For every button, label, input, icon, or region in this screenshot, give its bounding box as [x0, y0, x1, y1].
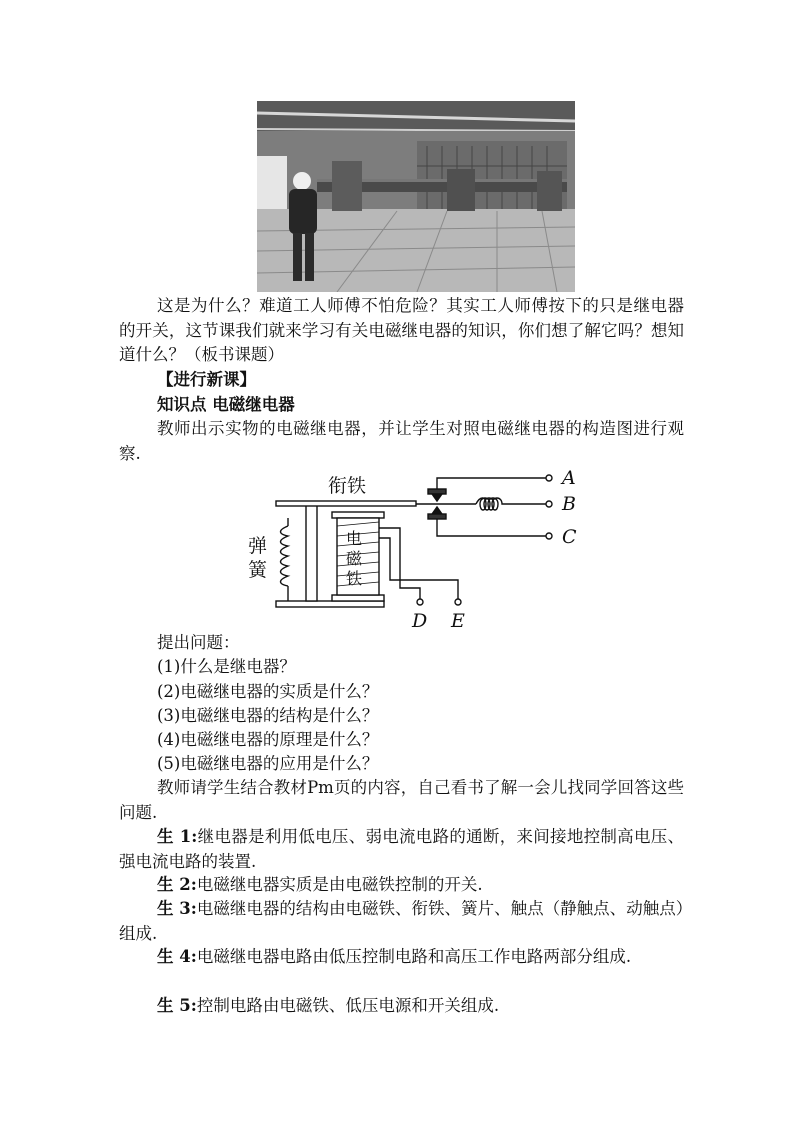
magnet-bottom-plate — [332, 595, 384, 601]
lead-e — [379, 538, 458, 599]
relay-post — [306, 504, 317, 601]
label-d: D — [412, 610, 428, 632]
student-2-answer — [119, 873, 684, 898]
static-contact-bottom — [428, 514, 446, 519]
relay-diagram — [240, 468, 590, 633]
lesson-photo — [257, 101, 575, 292]
coil-b — [476, 498, 546, 510]
terminal-b — [546, 501, 552, 507]
magnet-top-plate — [332, 512, 384, 518]
terminal-a — [546, 475, 552, 481]
label-b: B — [562, 493, 576, 515]
wire-c — [437, 519, 546, 536]
spring-coil — [281, 526, 289, 586]
label-armature: 衔铁 — [328, 475, 367, 497]
student-3-label: 生 3: — [157, 899, 197, 918]
label-a: A — [562, 468, 576, 489]
section-heading: 【进行新课】 — [157, 370, 256, 389]
teacher-show-paragraph: 教师出示实物的电磁继电器，并让学生对照电磁继电器的构造图进行观察. — [119, 419, 684, 463]
question-1: (1)什么是继电器？ — [157, 657, 296, 676]
ask-label: 提出问题： — [157, 633, 240, 652]
teacher-read-paragraph: 教师请学生结合教材Pm页的内容，自己看书了解一会儿找同学回答这些问题. — [119, 778, 684, 822]
question-3: (3)电磁继电器的结构是什么？ — [157, 706, 379, 725]
label-c: C — [562, 526, 577, 548]
terminal-e — [455, 599, 461, 605]
student-1-text: 继电器是利用低电压、弱电流电路的通断，来间接地控制高电压、强电流电路的装置. — [119, 827, 685, 871]
student-4-answer — [119, 945, 684, 970]
label-magnet-2: 磁 — [346, 549, 363, 568]
wire-a — [437, 478, 546, 489]
label-magnet-3: 铁 — [346, 569, 363, 588]
student-4-label: 生 4: — [157, 947, 197, 966]
student-4-text: 电磁继电器电路由低压控制电路和高压工作电路两部分组成. — [196, 947, 632, 966]
photo-illustration — [257, 101, 575, 292]
armature-bar — [276, 501, 416, 506]
terminal-d — [417, 599, 423, 605]
question-2: (2)电磁继电器的实质是什么？ — [157, 682, 379, 701]
label-spring-2: 簧 — [248, 559, 268, 581]
label-magnet-1: 电 — [346, 529, 363, 548]
intro-paragraph: 这是为什么？难道工人师傅不怕危险？其实工人师傅按下的只是继电器的开关，这节课我们就来学习有关电磁继电器的知识，你们想了解它吗？想知道什么？（板书课题） — [119, 296, 684, 364]
student-1-answer — [119, 825, 684, 874]
student-3-answer — [119, 897, 684, 946]
student-5-text: 控制电路由电磁铁、低压电源和开关组成. — [196, 996, 500, 1015]
knowledge-point-heading: 知识点 电磁继电器 — [157, 395, 295, 414]
student-3-text: 电磁继电器的结构由电磁铁、衔铁、簧片、触点（静触点、动触点）组成. — [119, 899, 684, 943]
student-5-label: 生 5: — [157, 996, 197, 1015]
question-5: (5)电磁继电器的应用是什么？ — [157, 754, 379, 773]
student-2-text: 电磁继电器实质是由电磁铁控制的开关. — [196, 875, 483, 894]
static-contact-top — [428, 489, 446, 494]
label-spring-1: 弹 — [248, 535, 268, 557]
student-5-answer — [119, 994, 684, 1019]
student-2-label: 生 2: — [157, 875, 197, 894]
terminal-c — [546, 533, 552, 539]
relay-base — [276, 601, 384, 607]
student-1-label: 生 1: — [157, 827, 198, 846]
label-e: E — [451, 610, 465, 632]
question-4: (4)电磁继电器的原理是什么？ — [157, 730, 379, 749]
